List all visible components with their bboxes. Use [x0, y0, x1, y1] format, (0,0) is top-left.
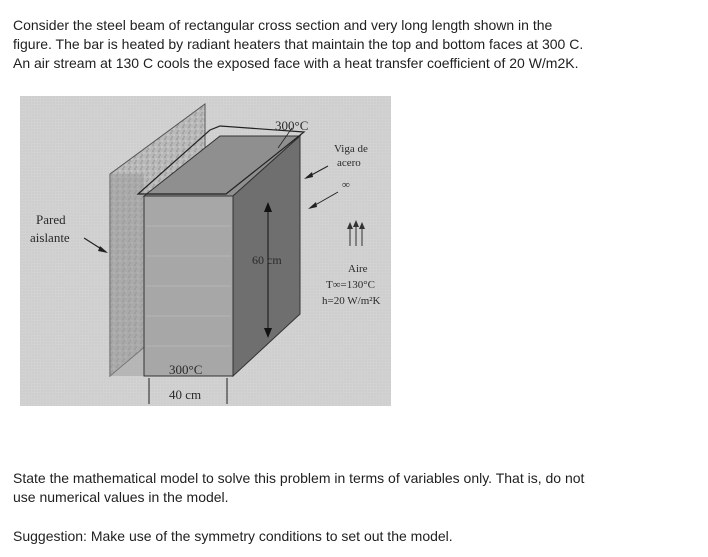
heat-transfer-coefficient-label: h=20 W/m²K — [322, 295, 381, 307]
height-dimension-label: 60 cm — [252, 253, 282, 267]
problem-line-1: Consider the steel beam of rectangular cross section and very long length shown in the — [13, 17, 553, 33]
air-label: Aire — [348, 263, 368, 275]
model-line-2: use numerical values in the model. — [13, 489, 229, 505]
beam-figure — [20, 96, 391, 406]
beam-diagram — [20, 96, 391, 406]
infinity-symbol: ∞ — [342, 179, 350, 191]
problem-line-2: figure. The bar is heated by radiant heaters that maintain the top and bottom faces at 300 C. — [13, 36, 584, 52]
suggestion-text: Suggestion: Make use of the symmetry conditions to set out the model. — [13, 528, 453, 544]
wall-label-line2: aislante — [30, 230, 70, 245]
wall-edge — [110, 174, 144, 376]
top-temperature-label: 300°C — [275, 118, 309, 133]
width-dimension-label: 40 cm — [169, 387, 202, 402]
beam-label-line2: acero — [337, 157, 361, 169]
wall-label-line1: Pared — [36, 212, 66, 227]
problem-line-3: An air stream at 130 C cools the exposed face with a heat transfer coefficient of 20 W/m2K. — [13, 55, 579, 71]
model-request — [13, 469, 653, 507]
beam-label-line1: Viga de — [334, 143, 368, 155]
bottom-temperature-label: 300°C — [169, 362, 203, 377]
model-line-1: State the mathematical model to solve this problem in terms of variables only. That is, do not — [13, 470, 585, 486]
problem-statement — [13, 16, 653, 73]
air-temperature-label: T∞=130°C — [326, 279, 376, 291]
